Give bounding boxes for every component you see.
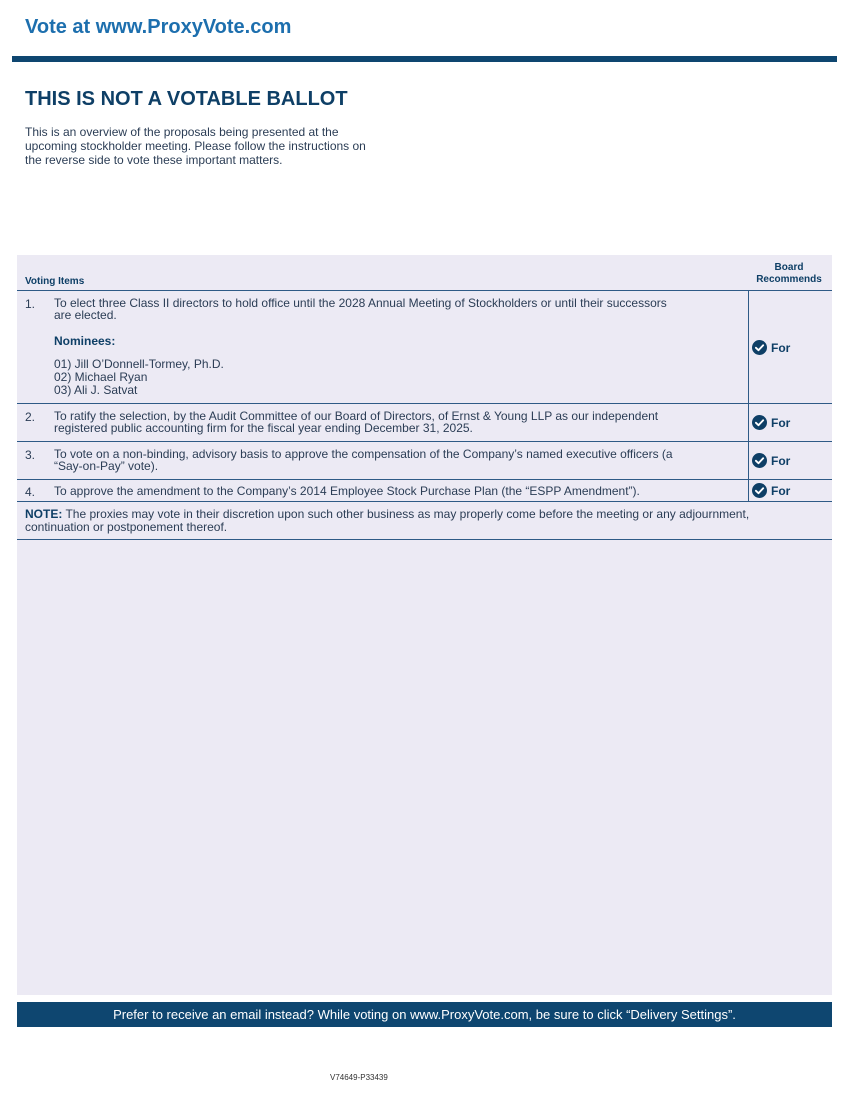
recommendation-for	[752, 453, 790, 468]
email-delivery-banner	[17, 1002, 832, 1027]
proposal-number: 4.	[25, 485, 36, 499]
vote-website-link[interactable]: Vote at www.ProxyVote.com	[25, 16, 292, 38]
proposal-text	[54, 297, 744, 321]
note-label: NOTE:	[25, 507, 63, 521]
note-body: The proxies may vote in their discretion upon such other business as may properly come before the meeting or any adjournment, continuation or postponement thereof.	[25, 507, 750, 534]
email-delivery-text: Prefer to receive an email instead? While voting on www.ProxyVote.com, be sure to click “Delivery Settings”.	[113, 1007, 736, 1022]
check-circle-icon	[752, 453, 767, 468]
recommendation-label: For	[771, 483, 791, 498]
proposal-number: 3.	[25, 448, 36, 462]
table-rule	[17, 479, 832, 480]
page-title: THIS IS NOT A VOTABLE BALLOT	[25, 88, 348, 110]
proposal-line: To approve the amendment to the Company’s 2014 Employee Stock Purchase Plan (the “ESPP Amendment”).	[54, 484, 640, 498]
proposal-text	[54, 448, 744, 472]
document-code: V74649-P33439	[330, 1073, 388, 1082]
check-circle-icon	[752, 483, 767, 498]
proposal-number: 2.	[25, 410, 36, 424]
proposal-line: To elect three Class II directors to hold office until the 2028 Annual Meeting of Stockholders or until their successors	[54, 296, 667, 310]
header-rule	[12, 56, 837, 62]
table-rule	[17, 290, 832, 291]
table-rule	[17, 501, 832, 502]
proposal-line: To ratify the selection, by the Audit Committee of our Board of Directors, of Ernst & Young LLP as our independent	[54, 409, 659, 423]
intro-line: This is an overview of the proposals being presented at the	[25, 125, 339, 139]
proposal-text	[54, 410, 744, 434]
note-text	[25, 508, 750, 534]
intro-line: the reverse side to vote these important matters.	[25, 153, 283, 167]
check-circle-icon	[752, 340, 767, 355]
intro-text	[25, 125, 425, 167]
board-recommends-line: Board	[774, 262, 804, 273]
intro-line: upcoming stockholder meeting. Please follow the instructions on	[25, 139, 366, 153]
nominee-item: 02) Michael Ryan	[54, 370, 148, 384]
proposal-line: are elected.	[54, 308, 117, 322]
recommendation-label: For	[771, 415, 791, 430]
proposal-line: registered public accounting firm for the fiscal year ending December 31, 2025.	[54, 421, 473, 435]
recommendation-label: For	[771, 340, 791, 355]
board-recommends-header	[748, 262, 830, 286]
table-rule	[17, 539, 832, 540]
nominee-item: 01) Jill O’Donnell-Tormey, Ph.D.	[54, 357, 224, 371]
proposal-text	[54, 485, 744, 497]
table-rule	[17, 403, 832, 404]
recommendation-for	[752, 483, 790, 498]
proposal-line: “Say-on-Pay” vote).	[54, 459, 159, 473]
nominees-heading: Nominees:	[54, 334, 116, 348]
board-recommends-line: Recommends	[756, 274, 822, 285]
recommendation-label: For	[771, 453, 791, 468]
recommendation-for	[752, 340, 790, 355]
check-circle-icon	[752, 415, 767, 430]
table-rule	[17, 441, 832, 442]
proposal-line: To vote on a non-binding, advisory basis to approve the compensation of the Company’s named executive officers (a	[54, 447, 673, 461]
voting-items-header: Voting Items	[25, 276, 85, 287]
proposal-number: 1.	[25, 297, 36, 311]
nominee-item: 03) Ali J. Satvat	[54, 383, 138, 397]
recommendation-for	[752, 415, 790, 430]
column-divider	[748, 290, 749, 501]
